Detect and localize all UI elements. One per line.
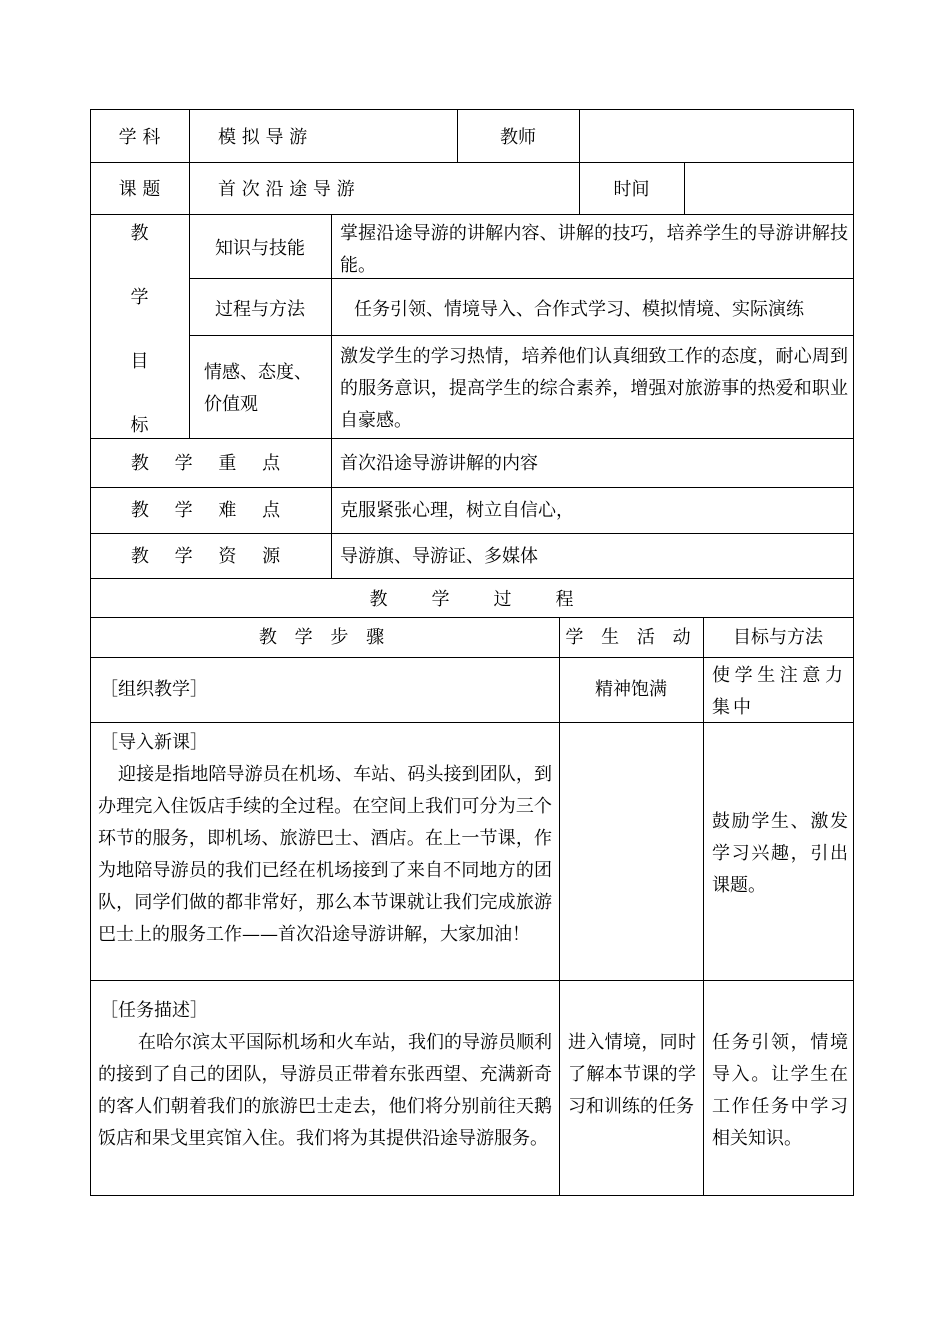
attitude-values-content: 激发学生的学习热情，培养他们认真细致工作的态度，耐心周到的服务意识，提高学生的综合素养，增强对旅游事的热爱和职业自豪感。 — [340, 346, 848, 431]
activity-organize: 精神饱满 — [595, 679, 667, 700]
objective-char: 标 — [130, 415, 149, 436]
attitude-values-label: 情感、态度、价值观 — [204, 362, 312, 415]
knowledge-skill-content: 掌握沿途导游的讲解内容、讲解的技巧，培养学生的导游讲解技能。 — [340, 223, 848, 276]
key-point-content: 首次沿途导游讲解的内容 — [340, 453, 538, 474]
process-method-label: 过程与方法 — [215, 299, 305, 320]
step-intro-title: ［导入新课］ — [100, 732, 208, 753]
difficulty-label: 教 学 难 点 — [130, 500, 291, 521]
objective-char: 目 — [130, 351, 149, 372]
step-task-content: 在哈尔滨太平国际机场和火车站，我们的导游员顺利的接到了自己的团队，导游员正带着东张西望、充满新奇的客人们朝着我们的旅游巴士走去，他们将分别前往天鹅饭店和果戈里宾馆入住。我们将为其提供沿途导游服务。 — [98, 1032, 552, 1149]
resources-content: 导游旗、导游证、多媒体 — [340, 546, 538, 567]
objective-char: 教 — [130, 223, 149, 244]
step-intro-content: 迎接是指地陪导游员在机场、车站、码头接到团队，到办理完入住饭店手续的全过程。在空间上我们可分为三个环节的服务，即机场、旅游巴士、酒店。在上一节课，作为地陪导游员的我们已经在机场接到了来自不同地方的团队，同学们做的都非常好，那么本节课就让我们完成旅游巴士上的服务工作——首次沿途导游讲解，大家加油！ — [98, 764, 552, 945]
time-label: 时间 — [613, 179, 650, 200]
subject-label: 学 科 — [118, 127, 161, 148]
key-point-label: 教 学 重 点 — [130, 453, 291, 474]
step-organize: ［组织教学］ — [100, 679, 208, 700]
goal-organize: 使学生注意力集中 — [712, 665, 846, 718]
process-title: 教学过程 — [369, 589, 618, 610]
resources-label: 教 学 资 源 — [130, 546, 291, 567]
column-header-steps: 教 学 步 骤 — [258, 627, 391, 648]
column-header-activity: 学 生 活 动 — [565, 627, 697, 648]
teacher-label: 教师 — [500, 127, 536, 148]
knowledge-skill-label: 知识与技能 — [215, 238, 305, 259]
goal-task: 任务引领，情境导入。让学生在工作任务中学习相关知识。 — [712, 1032, 848, 1149]
difficulty-content: 克服紧张心理，树立自信心， — [340, 500, 574, 521]
topic-label: 课 题 — [118, 179, 161, 200]
process-method-content: 任务引领、情境导入、合作式学习、模拟情境、实际演练 — [354, 299, 804, 320]
subject-value: 模 拟 导 游 — [218, 127, 308, 148]
step-task-title: ［任务描述］ — [100, 1000, 208, 1021]
goal-intro: 鼓励学生、激发学习兴趣，引出课题。 — [712, 811, 848, 896]
column-header-goal: 目标与方法 — [733, 627, 823, 648]
activity-task: 进入情境，同时了解本节课的学习和训练的任务 — [568, 1032, 696, 1117]
topic-value: 首 次 沿 途 导 游 — [218, 179, 355, 200]
objective-char: 学 — [130, 287, 149, 308]
